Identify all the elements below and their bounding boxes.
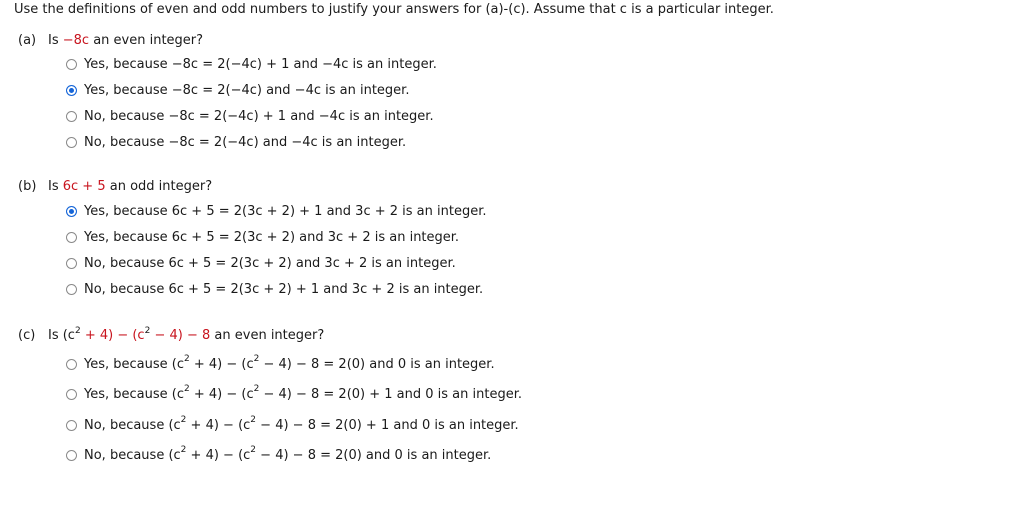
- option-label: No, because $(c^2 + 4) - (c^2 - 4) - 8 = 2(0)$ and 0 is an integer.: [84, 445, 492, 463]
- option-a4[interactable]: [66, 132, 406, 152]
- question-a: (a) Is −8c an even integer?: [18, 33, 204, 48]
- part-label: (a): [18, 33, 37, 48]
- option-label: No, because $(c^2 + 4) - (c^2 - 4) - 8 = 2(0) + 1$ and 0 is an integer.: [84, 415, 519, 433]
- radio-button[interactable]: [66, 111, 77, 122]
- radio-button[interactable]: [66, 359, 77, 370]
- part-label: (c): [18, 328, 36, 343]
- option-label: No, because 6c + 5 = 2(3c + 2) and 3c + 2 is an integer.: [84, 255, 456, 271]
- option-c3[interactable]: [66, 415, 519, 435]
- option-label: Yes, because $(c^2 + 4) - (c^2 - 4) - 8 = 2(0)$ and 0 is an integer.: [84, 354, 495, 372]
- option-a1[interactable]: [66, 54, 437, 74]
- option-b2[interactable]: [66, 227, 459, 247]
- option-b4[interactable]: [66, 279, 483, 299]
- option-a3[interactable]: [66, 106, 434, 126]
- radio-button[interactable]: [66, 420, 77, 431]
- option-label: No, because 6c + 5 = 2(3c + 2) + 1 and 3c + 2 is an integer.: [84, 281, 484, 297]
- option-label: Yes, because −8c = 2(−4c) and −4c is an integer.: [84, 82, 410, 98]
- option-label: Yes, because $(c^2 + 4) - (c^2 - 4) - 8 = 2(0) + 1$ and 0 is an integer.: [84, 384, 523, 402]
- option-a2[interactable]: [66, 80, 409, 100]
- question-c: (c) Is $(c^2 + 4) - (c^2 - 4) - 8$ an even integer?: [18, 325, 325, 343]
- radio-button[interactable]: [66, 389, 77, 400]
- option-label: Yes, because −8c = 2(−4c) + 1 and −4c is an integer.: [84, 56, 437, 72]
- radio-button[interactable]: [66, 258, 77, 269]
- option-c1[interactable]: [66, 354, 495, 374]
- radio-button-selected[interactable]: [66, 85, 77, 96]
- option-b3[interactable]: [66, 253, 456, 273]
- radio-button[interactable]: [66, 59, 77, 70]
- option-label: Yes, because 6c + 5 = 2(3c + 2) and 3c + 2 is an integer.: [84, 229, 460, 245]
- option-c2[interactable]: [66, 384, 522, 404]
- option-c4[interactable]: [66, 445, 491, 465]
- radio-button[interactable]: [66, 232, 77, 243]
- option-label: No, because −8c = 2(−4c) + 1 and −4c is an integer.: [84, 108, 434, 124]
- question-expression: −8c: [62, 33, 90, 48]
- radio-button-selected[interactable]: [66, 206, 77, 217]
- part-label: (b): [18, 179, 37, 194]
- radio-button[interactable]: [66, 284, 77, 295]
- option-label: No, because −8c = 2(−4c) and −4c is an integer.: [84, 134, 407, 150]
- option-label: Yes, because 6c + 5 = 2(3c + 2) + 1 and 3c + 2 is an integer.: [84, 203, 487, 219]
- radio-button[interactable]: [66, 450, 77, 461]
- question-expression: 8: [202, 328, 211, 343]
- radio-button[interactable]: [66, 137, 77, 148]
- instructions-text: Use the definitions of even and odd numbers to justify your answers for (a)-(c). Assume that c is a particular integer.: [14, 2, 774, 17]
- question-b: (b) Is 6c + 5 an odd integer?: [18, 179, 213, 194]
- option-b1[interactable]: [66, 201, 487, 221]
- question-expression: 6c + 5: [62, 179, 106, 194]
